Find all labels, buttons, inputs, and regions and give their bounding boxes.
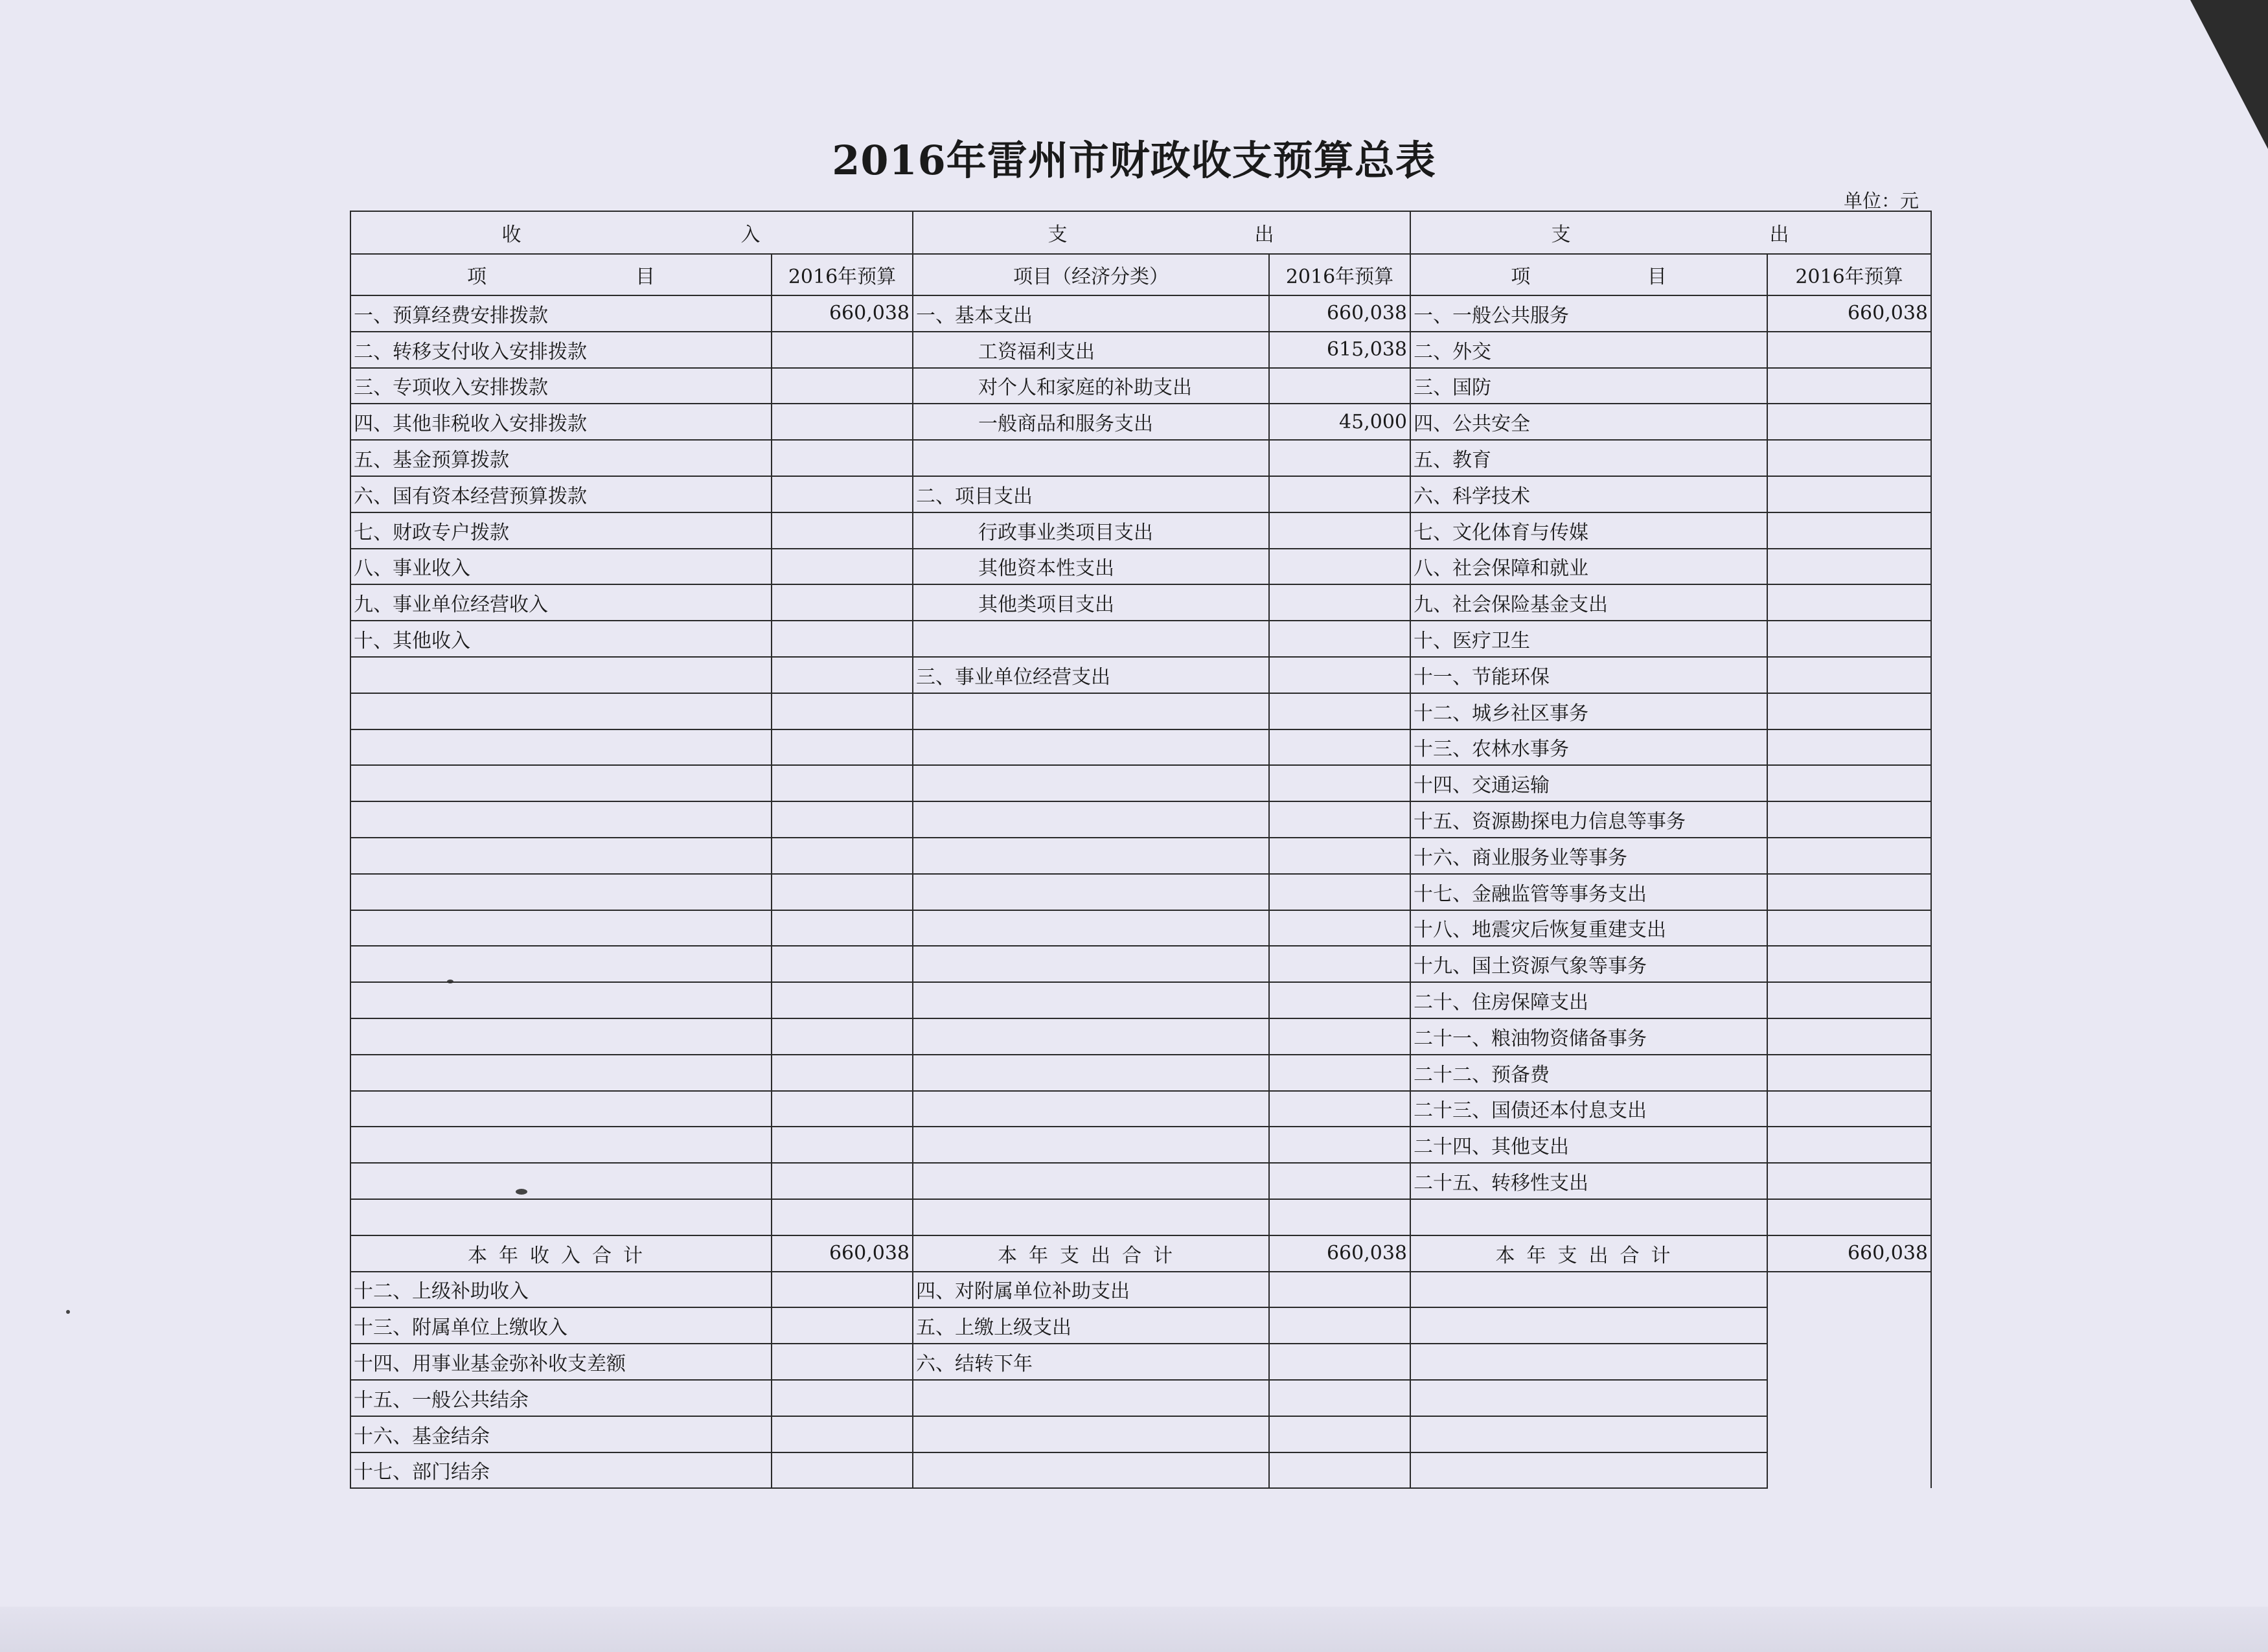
footer-row — [350, 1344, 1931, 1380]
income-item-cell: 二、转移支付收入安排拨款 — [350, 332, 772, 368]
expense-function-budget-cell — [1767, 1091, 1931, 1127]
expense-economic-budget-cell — [1269, 838, 1410, 874]
income-item-cell: 十五、一般公共结余 — [350, 1380, 772, 1416]
expense-economic-budget-cell — [1269, 1272, 1410, 1308]
expense-economic-item-cell: 其他类项目支出 — [913, 584, 1269, 621]
expense-total-value: 660,038 — [1269, 1235, 1410, 1272]
expense-function-budget-cell — [1767, 1380, 1931, 1416]
expense-economic-budget-cell — [1269, 982, 1410, 1018]
expense-economic-item-cell: 对个人和家庭的补助支出 — [913, 368, 1269, 404]
expense-economic-budget-cell — [1269, 1416, 1410, 1452]
income-item-cell: 十三、附属单位上缴收入 — [350, 1307, 772, 1344]
income-budget-cell — [772, 910, 913, 946]
expense-function-item-cell: 二十三、国债还本付息支出 — [1410, 1091, 1767, 1127]
table-row — [350, 910, 1931, 946]
income-budget-cell — [772, 404, 913, 440]
expense-function-item-cell — [1410, 1199, 1767, 1235]
income-item-cell — [350, 693, 772, 729]
expense-function-budget-cell — [1767, 1127, 1931, 1163]
expense-function-item-cell — [1410, 1452, 1767, 1489]
expense-economic-item-cell — [913, 1380, 1269, 1416]
expense-economic-item-cell: 工资福利支出 — [913, 332, 1269, 368]
income-budget-cell — [772, 1380, 913, 1416]
expense-economic-item-cell: 五、上缴上级支出 — [913, 1307, 1269, 1344]
expense-function-budget-cell — [1767, 1018, 1931, 1055]
expense-function-item-cell: 十四、交通运输 — [1410, 765, 1767, 801]
income-budget-cell — [772, 729, 913, 766]
income-budget-cell — [772, 476, 913, 512]
expense-economic-item-cell — [913, 946, 1269, 982]
expense-function-budget-cell — [1767, 1307, 1931, 1344]
expense-economic-budget-cell — [1269, 440, 1410, 476]
expense-economic-item-cell — [913, 1199, 1269, 1235]
income-item-cell: 六、国有资本经营预算拨款 — [350, 476, 772, 512]
expense-function-item-cell — [1410, 1344, 1767, 1380]
expense-economic-item-cell — [913, 765, 1269, 801]
expense-function-budget-cell — [1767, 657, 1931, 693]
expense-economic-item-cell — [913, 1055, 1269, 1091]
expense-economic-budget-cell: 615,038 — [1269, 332, 1410, 368]
income-budget-cell — [772, 1307, 913, 1344]
table-row — [350, 729, 1931, 766]
table-row — [350, 512, 1931, 549]
expense-economic-budget-cell — [1269, 1055, 1410, 1091]
income-budget-cell — [772, 693, 913, 729]
expense-economic-budget-cell — [1269, 693, 1410, 729]
expense-economic-item-cell — [913, 1091, 1269, 1127]
expense-economic-budget-cell: 45,000 — [1269, 404, 1410, 440]
section-header-row — [350, 211, 1931, 254]
income-item-cell — [350, 982, 772, 1018]
income-budget-cell — [772, 946, 913, 982]
expense-function-item-cell: 三、国防 — [1410, 368, 1767, 404]
income-item-cell — [350, 801, 772, 838]
income-item-cell — [350, 1199, 772, 1235]
expense-function-budget-cell — [1767, 838, 1931, 874]
expense-economic-budget-header: 2016年预算 — [1269, 254, 1410, 295]
expense-economic-item-cell — [913, 1163, 1269, 1199]
footer-row — [350, 1416, 1931, 1452]
expense-total-label: 本年支出合计 — [913, 1235, 1269, 1272]
table-row — [350, 1091, 1931, 1127]
table-row — [350, 1199, 1931, 1235]
expense-function-budget-cell — [1767, 1163, 1931, 1199]
expense-economic-item-cell — [913, 874, 1269, 910]
footer-row — [350, 1272, 1931, 1308]
expense-function-item-cell — [1410, 1272, 1767, 1308]
table-row — [350, 693, 1931, 729]
expense-economic-item-cell: 行政事业类项目支出 — [913, 512, 1269, 549]
income-item-cell: 三、专项收入安排拨款 — [350, 368, 772, 404]
expense-economic-item-cell — [913, 910, 1269, 946]
expense-economic-budget-cell — [1269, 1452, 1410, 1489]
income-item-cell: 十七、部门结余 — [350, 1452, 772, 1489]
expense-economic-budget-cell — [1269, 946, 1410, 982]
table-row — [350, 404, 1931, 440]
table-row — [350, 440, 1931, 476]
expense-function-budget-cell — [1767, 910, 1931, 946]
income-item-cell: 九、事业单位经营收入 — [350, 584, 772, 621]
income-item-cell — [350, 729, 772, 766]
expense-economic-budget-cell — [1269, 874, 1410, 910]
expense-economic-item-cell — [913, 621, 1269, 657]
table-row — [350, 332, 1931, 368]
budget-summary-table — [350, 211, 1932, 1489]
expense-function-item-cell: 十一、节能环保 — [1410, 657, 1767, 693]
expense-economic-item-cell — [913, 801, 1269, 838]
expense-economic-budget-cell — [1269, 1091, 1410, 1127]
expense-economic-item-cell — [913, 693, 1269, 729]
expense-economic-item-cell: 四、对附属单位补助支出 — [913, 1272, 1269, 1308]
expense-function-item-cell: 二十、住房保障支出 — [1410, 982, 1767, 1018]
income-budget-cell — [772, 657, 913, 693]
expense-function-budget-cell — [1767, 332, 1931, 368]
expense-economic-budget-cell — [1269, 801, 1410, 838]
expense-function-total-value: 660,038 — [1767, 1235, 1931, 1272]
expense-economic-budget-cell — [1269, 910, 1410, 946]
income-budget-cell — [772, 1452, 913, 1489]
income-budget-cell — [772, 549, 913, 585]
expense-function-item-cell: 二十一、粮油物资储备事务 — [1410, 1018, 1767, 1055]
expense-economic-item-cell — [913, 838, 1269, 874]
expense-function-item-cell: 十八、地震灾后恢复重建支出 — [1410, 910, 1767, 946]
expense-economic-budget-cell — [1269, 368, 1410, 404]
expense-function-budget-cell — [1767, 368, 1931, 404]
table-row — [350, 584, 1931, 621]
income-item-cell: 八、事业收入 — [350, 549, 772, 585]
expense-economic-item-cell — [913, 440, 1269, 476]
expense-function-item-cell: 二十五、转移性支出 — [1410, 1163, 1767, 1199]
income-budget-cell — [772, 1272, 913, 1308]
expense-function-item-cell: 十五、资源勘探电力信息等事务 — [1410, 801, 1767, 838]
expense-function-budget-cell — [1767, 729, 1931, 766]
expense-economic-section-header: 支 出 — [913, 211, 1410, 254]
income-total-label: 本年收入合计 — [350, 1235, 772, 1272]
expense-function-item-cell: 十六、商业服务业等事务 — [1410, 838, 1767, 874]
expense-economic-budget-cell — [1269, 729, 1410, 766]
expense-function-budget-cell — [1767, 440, 1931, 476]
paper-bottom-edge — [0, 1607, 2268, 1652]
expense-function-budget-cell — [1767, 1055, 1931, 1091]
income-budget-cell — [772, 584, 913, 621]
expense-economic-budget-cell — [1269, 621, 1410, 657]
income-item-cell: 十六、基金结余 — [350, 1416, 772, 1452]
income-budget-cell — [772, 982, 913, 1018]
expense-function-budget-cell — [1767, 549, 1931, 585]
expense-function-section-header: 支 出 — [1410, 211, 1931, 254]
expense-function-item-cell: 五、教育 — [1410, 440, 1767, 476]
expense-economic-item-cell — [913, 1452, 1269, 1489]
income-item-cell — [350, 1163, 772, 1199]
income-item-cell: 五、基金预算拨款 — [350, 440, 772, 476]
income-item-cell — [350, 910, 772, 946]
income-item-cell: 十四、用事业基金弥补收支差额 — [350, 1344, 772, 1380]
footer-row — [350, 1307, 1931, 1344]
expense-function-item-cell: 八、社会保障和就业 — [1410, 549, 1767, 585]
footer-row — [350, 1452, 1931, 1489]
expense-economic-item-cell — [913, 982, 1269, 1018]
income-budget-cell — [772, 1127, 913, 1163]
expense-function-budget-cell — [1767, 1452, 1931, 1489]
expense-economic-item-cell: 二、项目支出 — [913, 476, 1269, 512]
expense-function-item-cell: 六、科学技术 — [1410, 476, 1767, 512]
expense-function-item-cell: 二十二、预备费 — [1410, 1055, 1767, 1091]
income-budget-cell — [772, 1344, 913, 1380]
expense-economic-item-cell: 一、基本支出 — [913, 295, 1269, 332]
expense-economic-budget-cell — [1269, 584, 1410, 621]
expense-economic-budget-cell — [1269, 1380, 1410, 1416]
expense-function-item-cell: 十九、国土资源气象等事务 — [1410, 946, 1767, 982]
expense-economic-budget-cell — [1269, 476, 1410, 512]
income-item-cell: 七、财政专户拨款 — [350, 512, 772, 549]
income-section-header: 收 入 — [350, 211, 913, 254]
table-row — [350, 838, 1931, 874]
income-item-header: 项 目 — [350, 254, 772, 295]
table-row — [350, 1163, 1931, 1199]
income-budget-cell — [772, 621, 913, 657]
income-budget-cell — [772, 1055, 913, 1091]
folded-corner — [2190, 0, 2268, 149]
expense-economic-budget-cell — [1269, 1307, 1410, 1344]
expense-economic-budget-cell: 660,038 — [1269, 295, 1410, 332]
table-row — [350, 801, 1931, 838]
expense-economic-item-cell — [913, 1127, 1269, 1163]
expense-economic-budget-cell — [1269, 1127, 1410, 1163]
expense-economic-item-cell — [913, 1416, 1269, 1452]
income-item-cell — [350, 1055, 772, 1091]
table-row — [350, 1018, 1931, 1055]
expense-economic-budget-cell — [1269, 765, 1410, 801]
table-row — [350, 657, 1931, 693]
table-row — [350, 368, 1931, 404]
income-budget-cell — [772, 1416, 913, 1452]
table-row — [350, 476, 1931, 512]
expense-function-budget-cell — [1767, 621, 1931, 657]
expense-function-item-cell — [1410, 1307, 1767, 1344]
income-budget-cell: 660,038 — [772, 295, 913, 332]
expense-function-budget-cell — [1767, 1416, 1931, 1452]
income-budget-cell — [772, 1018, 913, 1055]
footer-row — [350, 1380, 1931, 1416]
table-row — [350, 1055, 1931, 1091]
income-budget-cell — [772, 1091, 913, 1127]
expense-function-item-cell: 一、一般公共服务 — [1410, 295, 1767, 332]
expense-function-budget-cell — [1767, 982, 1931, 1018]
table-row — [350, 874, 1931, 910]
expense-economic-budget-cell — [1269, 549, 1410, 585]
expense-function-budget-cell — [1767, 765, 1931, 801]
income-item-cell — [350, 1091, 772, 1127]
income-budget-cell — [772, 440, 913, 476]
expense-function-total-label: 本年支出合计 — [1410, 1235, 1767, 1272]
table-row — [350, 982, 1931, 1018]
expense-function-item-cell: 十七、金融监管等事务支出 — [1410, 874, 1767, 910]
expense-function-budget-cell — [1767, 476, 1931, 512]
expense-function-budget-cell — [1767, 874, 1931, 910]
income-item-cell — [350, 874, 772, 910]
expense-function-budget-cell — [1767, 693, 1931, 729]
income-item-cell — [350, 946, 772, 982]
ink-speck — [66, 1310, 70, 1314]
expense-function-budget-cell — [1767, 1199, 1931, 1235]
expense-function-item-cell: 七、文化体育与传媒 — [1410, 512, 1767, 549]
expense-function-item-cell: 二、外交 — [1410, 332, 1767, 368]
expense-economic-item-header: 项目（经济分类） — [913, 254, 1269, 295]
expense-function-budget-cell — [1767, 946, 1931, 982]
income-budget-cell — [772, 1199, 913, 1235]
expense-economic-budget-cell — [1269, 1199, 1410, 1235]
expense-function-budget-header: 2016年预算 — [1767, 254, 1931, 295]
expense-economic-item-cell: 三、事业单位经营支出 — [913, 657, 1269, 693]
income-item-cell — [350, 1127, 772, 1163]
expense-function-budget-cell: 660,038 — [1767, 295, 1931, 332]
table-row — [350, 765, 1931, 801]
income-budget-cell — [772, 874, 913, 910]
income-budget-header: 2016年预算 — [772, 254, 913, 295]
income-budget-cell — [772, 512, 913, 549]
income-item-cell — [350, 765, 772, 801]
expense-economic-budget-cell — [1269, 512, 1410, 549]
income-item-cell — [350, 1018, 772, 1055]
income-budget-cell — [772, 1163, 913, 1199]
expense-economic-item-cell — [913, 729, 1269, 766]
expense-function-budget-cell — [1767, 404, 1931, 440]
expense-economic-budget-cell — [1269, 657, 1410, 693]
expense-function-item-cell — [1410, 1416, 1767, 1452]
income-item-cell: 十二、上级补助收入 — [350, 1272, 772, 1308]
expense-function-item-cell — [1410, 1380, 1767, 1416]
expense-economic-item-cell: 其他资本性支出 — [913, 549, 1269, 585]
expense-function-budget-cell — [1767, 1272, 1931, 1308]
table-row — [350, 1127, 1931, 1163]
income-budget-cell — [772, 368, 913, 404]
income-budget-cell — [772, 765, 913, 801]
income-budget-cell — [772, 801, 913, 838]
unit-label: 单位：元 — [1844, 190, 1919, 212]
table-row — [350, 549, 1931, 585]
expense-function-budget-cell — [1767, 801, 1931, 838]
table-row — [350, 621, 1931, 657]
expense-function-item-cell: 四、公共安全 — [1410, 404, 1767, 440]
income-item-cell — [350, 657, 772, 693]
expense-function-budget-cell — [1767, 1344, 1931, 1380]
expense-function-budget-cell — [1767, 512, 1931, 549]
expense-economic-budget-cell — [1269, 1018, 1410, 1055]
income-total-value: 660,038 — [772, 1235, 913, 1272]
expense-economic-budget-cell — [1269, 1344, 1410, 1380]
table-row — [350, 946, 1931, 982]
expense-function-budget-cell — [1767, 584, 1931, 621]
expense-function-item-cell: 十三、农林水事务 — [1410, 729, 1767, 766]
income-item-cell: 一、预算经费安排拨款 — [350, 295, 772, 332]
expense-function-item-cell: 十二、城乡社区事务 — [1410, 693, 1767, 729]
income-budget-cell — [772, 332, 913, 368]
totals-row — [350, 1235, 1931, 1272]
column-header-row — [350, 254, 1931, 295]
expense-function-item-header: 项 目 — [1410, 254, 1767, 295]
income-item-cell: 十、其他收入 — [350, 621, 772, 657]
expense-economic-budget-cell — [1269, 1163, 1410, 1199]
income-item-cell: 四、其他非税收入安排拨款 — [350, 404, 772, 440]
expense-economic-item-cell: 一般商品和服务支出 — [913, 404, 1269, 440]
expense-economic-item-cell — [913, 1018, 1269, 1055]
expense-function-item-cell: 二十四、其他支出 — [1410, 1127, 1767, 1163]
expense-function-item-cell: 十、医疗卫生 — [1410, 621, 1767, 657]
expense-function-item-cell: 九、社会保险基金支出 — [1410, 584, 1767, 621]
document-title: 2016年雷州市财政收支预算总表 — [832, 137, 1436, 184]
income-item-cell — [350, 838, 772, 874]
expense-economic-item-cell: 六、结转下年 — [913, 1344, 1269, 1380]
income-budget-cell — [772, 838, 913, 874]
table-row — [350, 295, 1931, 332]
